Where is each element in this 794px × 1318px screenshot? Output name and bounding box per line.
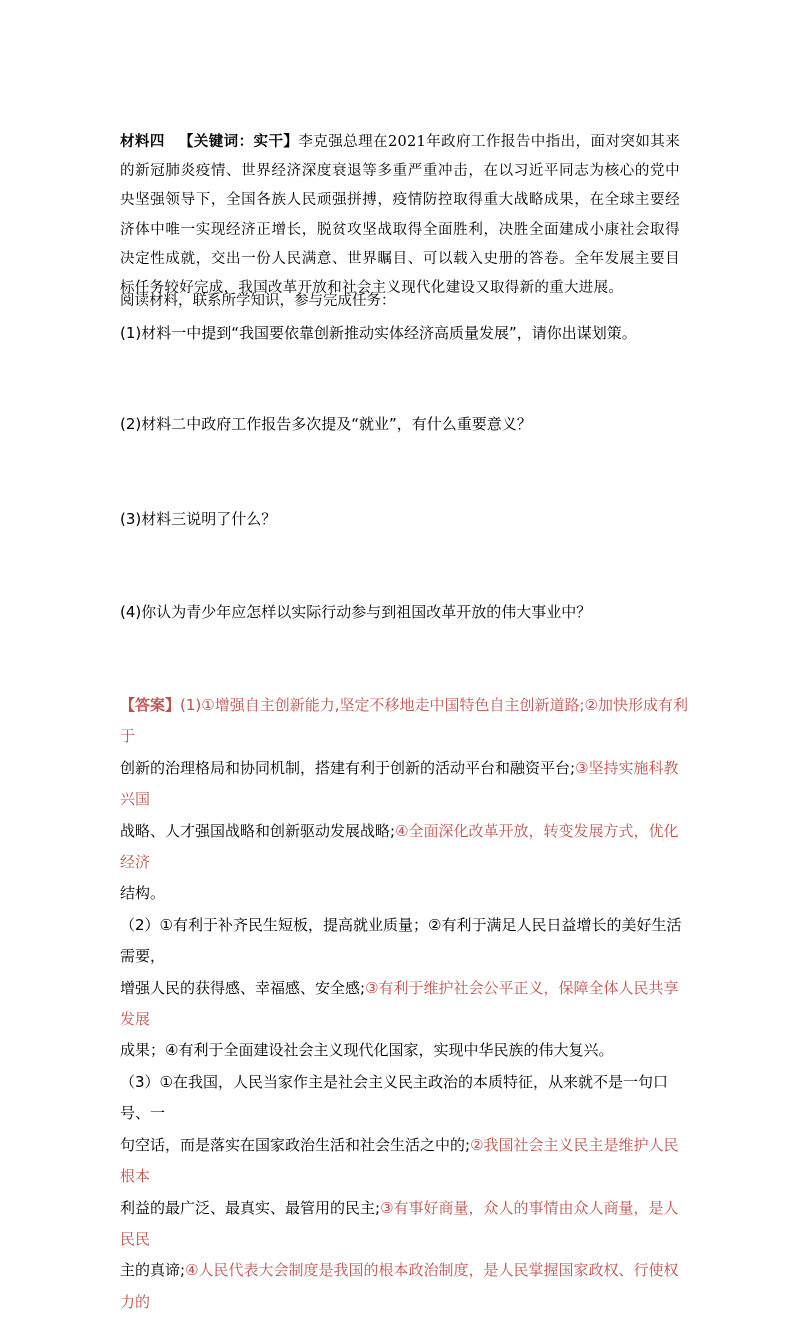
material-text: 李克强总理在2021年政府工作报告中指出，面对突如其来的新冠肺炎疫情、世界经济深度衰退等多重严重冲击，在以习近平同志为核心的党中央坚强领导下，全国各族人民顽强拼搏，疫情防控取得重大战略成果，在全球主要经济体中唯一实现经济正增长，脱贫攻坚战取得全面胜利，决胜全面建成小康社会取得决定性成就，交出一份人民满意、世界瞩目、可以载入史册的答卷。全年发展主要目标任务较好完成，我国改革开放和社会主义现代化建设又取得新的重大进展。: [120, 134, 681, 297]
answer-text: ③有事好商量，众人的事情由众人商量，是人民民: [120, 1198, 679, 1248]
answer-block: [120, 690, 690, 1318]
answer-line: [120, 1255, 690, 1318]
answer-line: [120, 1193, 690, 1256]
answer-line: [120, 753, 690, 816]
material-label: 材料四: [120, 133, 165, 150]
answer-tag: 【答案】: [120, 696, 181, 714]
answer-text: 结构。: [120, 884, 166, 903]
answer-text: 利益的最广泛、最真实、最管用的民主;: [120, 1198, 381, 1217]
answer-line: [120, 1067, 690, 1130]
answer-text: 增强人民的获得感、幸福感、安全感;: [120, 978, 366, 997]
answer-line: [120, 816, 690, 879]
answer-line: [120, 1035, 690, 1066]
keyword-tag: 【关键词：实干】: [178, 133, 299, 150]
answer-line: [120, 973, 690, 1036]
answer-text: （3）①在我国，人民当家作主是社会主义民主政治的本质特征，从来就不是一句口号、一: [120, 1072, 668, 1123]
answer-text: （2）①有利于补齐民生短板，提高就业质量；②有利于满足人民日益增长的美好生活需要，: [120, 915, 682, 966]
instruction-text: 阅读材料，联系所学知识，参与完成任务：: [120, 293, 396, 309]
answer-text: ③有利于维护社会公平正义，保障全体人民共享发展: [120, 978, 679, 1029]
answer-line: [120, 910, 690, 973]
question-4: (4)你认为青少年应怎样以实际行动参与到祖国改革开放的伟大事业中？: [120, 603, 592, 621]
answer-text: ②加快形成有利于: [120, 696, 688, 746]
material-four-paragraph: [120, 127, 680, 303]
answer-text: ③坚持实施科教兴国: [120, 758, 679, 809]
answer-text: ②我国社会主义民主是维护人民根本: [120, 1135, 679, 1186]
material-four: [120, 127, 680, 303]
question-3: (3)材料三说明了什么？: [120, 510, 277, 528]
answer-text: ④人民代表大会制度是我国的根本政治制度，是人民掌握国家政权、行使权力的: [120, 1261, 679, 1311]
answer-text: 战略、人才强国战略和创新驱动发展战略;: [120, 821, 396, 840]
answer-text: ④全面深化改革开放，转变发展方式，优化经济: [120, 821, 679, 872]
answer-text: 主的真谛;: [120, 1261, 186, 1280]
question-2: (2)材料二中政府工作报告多次提及“就业”，有什么重要意义？: [120, 415, 532, 433]
answer-line: [120, 878, 690, 909]
answer-text: (1): [180, 696, 202, 714]
answer-line: [120, 1130, 690, 1193]
answer-text: 句空话，而是落实在国家政治生活和社会生活之中的;: [120, 1135, 471, 1154]
answer-text: ①增强自主创新能力,坚定不移地走中国特色自主创新道路;: [201, 696, 585, 714]
answer-line: [120, 690, 690, 753]
answer-text: 成果；④有利于全面建设社会主义现代化国家，实现中华民族的伟大复兴。: [120, 1041, 614, 1060]
question-1: (1)材料一中提到“我国要依靠创新推动实体经济高质量发展”，请你出谋划策。: [120, 324, 637, 342]
answer-text: 创新的治理格局和协同机制，搭建有利于创新的活动平台和融资平台;: [120, 758, 576, 777]
